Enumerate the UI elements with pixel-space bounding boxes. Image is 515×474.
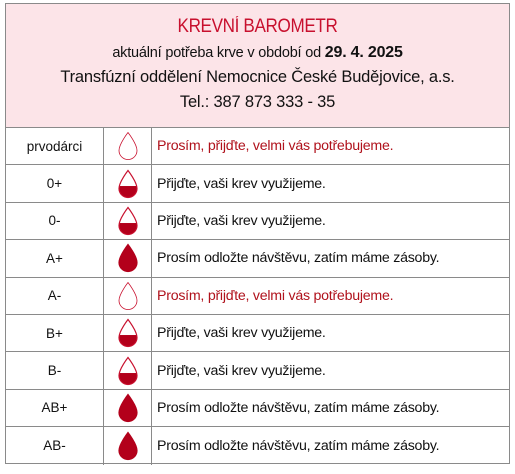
status-message: Přijďte, vaši krev využijeme.: [157, 212, 326, 229]
blood-drop-full-icon: [104, 390, 152, 426]
table-row: [6, 390, 509, 427]
status-message: Prosím odložte návštěvu, zatím máme zásoby.: [157, 250, 440, 267]
table-row: [6, 203, 509, 240]
drop-outline: [119, 133, 137, 160]
page-title: KREVNÍ BAROMETR: [177, 16, 338, 37]
blood-type-label: B+: [6, 315, 104, 351]
blood-drop-empty-icon: [104, 278, 152, 314]
table-row: [6, 315, 509, 352]
blood-drop-half-icon: [117, 318, 139, 348]
blood-drop-half-icon: [104, 203, 152, 239]
period-date: 29. 4. 2025: [324, 44, 403, 61]
status-message: Přijďte, vaši krev využijeme.: [157, 362, 326, 379]
department-name: Transfúzní oddělení Nemocnice České Budějovice, a.s.: [60, 68, 455, 86]
blood-drop-empty-icon: [104, 128, 152, 164]
phone-number: Tel.: 387 873 333 - 35: [179, 93, 336, 111]
blood-type-label: AB+: [6, 390, 104, 426]
blood-type-label: B-: [6, 352, 104, 388]
blood-drop-full-icon: [104, 427, 152, 464]
drop-outline: [119, 282, 137, 309]
status-message: Prosím, přijďte, velmi vás potřebujeme.: [157, 287, 394, 304]
blood-drop-half-icon: [117, 169, 139, 199]
table-row: [6, 128, 509, 165]
blood-drop-full-icon: [117, 431, 139, 461]
period-label: aktuální potřeba krve v období od: [112, 45, 321, 61]
blood-drop-full-icon: [117, 393, 139, 423]
blood-type-label: 0+: [6, 165, 104, 201]
blood-drop-half-icon: [104, 165, 152, 201]
table-row: [6, 352, 509, 389]
blood-drop-empty-icon: [117, 281, 139, 311]
table-row: [6, 240, 509, 277]
blood-type-label: prvodárci: [6, 128, 104, 164]
blood-type-label: AB-: [6, 427, 104, 464]
blood-type-label: 0-: [6, 203, 104, 239]
barometer-header: [6, 4, 509, 128]
blood-type-label: A-: [6, 278, 104, 314]
blood-drop-half-icon: [104, 315, 152, 351]
blood-drop-half-icon: [117, 356, 139, 386]
status-message: Přijďte, vaši krev využijeme.: [157, 325, 326, 342]
status-message: Prosím, přijďte, velmi vás potřebujeme.: [157, 138, 394, 155]
table-row: [6, 427, 509, 464]
status-message: Prosím odložte návštěvu, zatím máme zásoby.: [157, 437, 440, 454]
blood-drop-full-icon: [117, 243, 139, 273]
blood-drop-empty-icon: [117, 131, 139, 161]
period-subtitle: [6, 42, 509, 64]
status-message: Prosím odložte návštěvu, zatím máme zásoby.: [157, 399, 440, 416]
blood-type-table: [6, 128, 509, 465]
blood-type-label: A+: [6, 240, 104, 276]
blood-drop-full-icon: [104, 240, 152, 276]
blood-barometer-panel: [5, 3, 510, 464]
status-message: Přijďte, vaši krev využijeme.: [157, 175, 326, 192]
table-row: [6, 278, 509, 315]
blood-drop-half-icon: [104, 352, 152, 388]
blood-drop-half-icon: [117, 206, 139, 236]
table-row: [6, 165, 509, 202]
